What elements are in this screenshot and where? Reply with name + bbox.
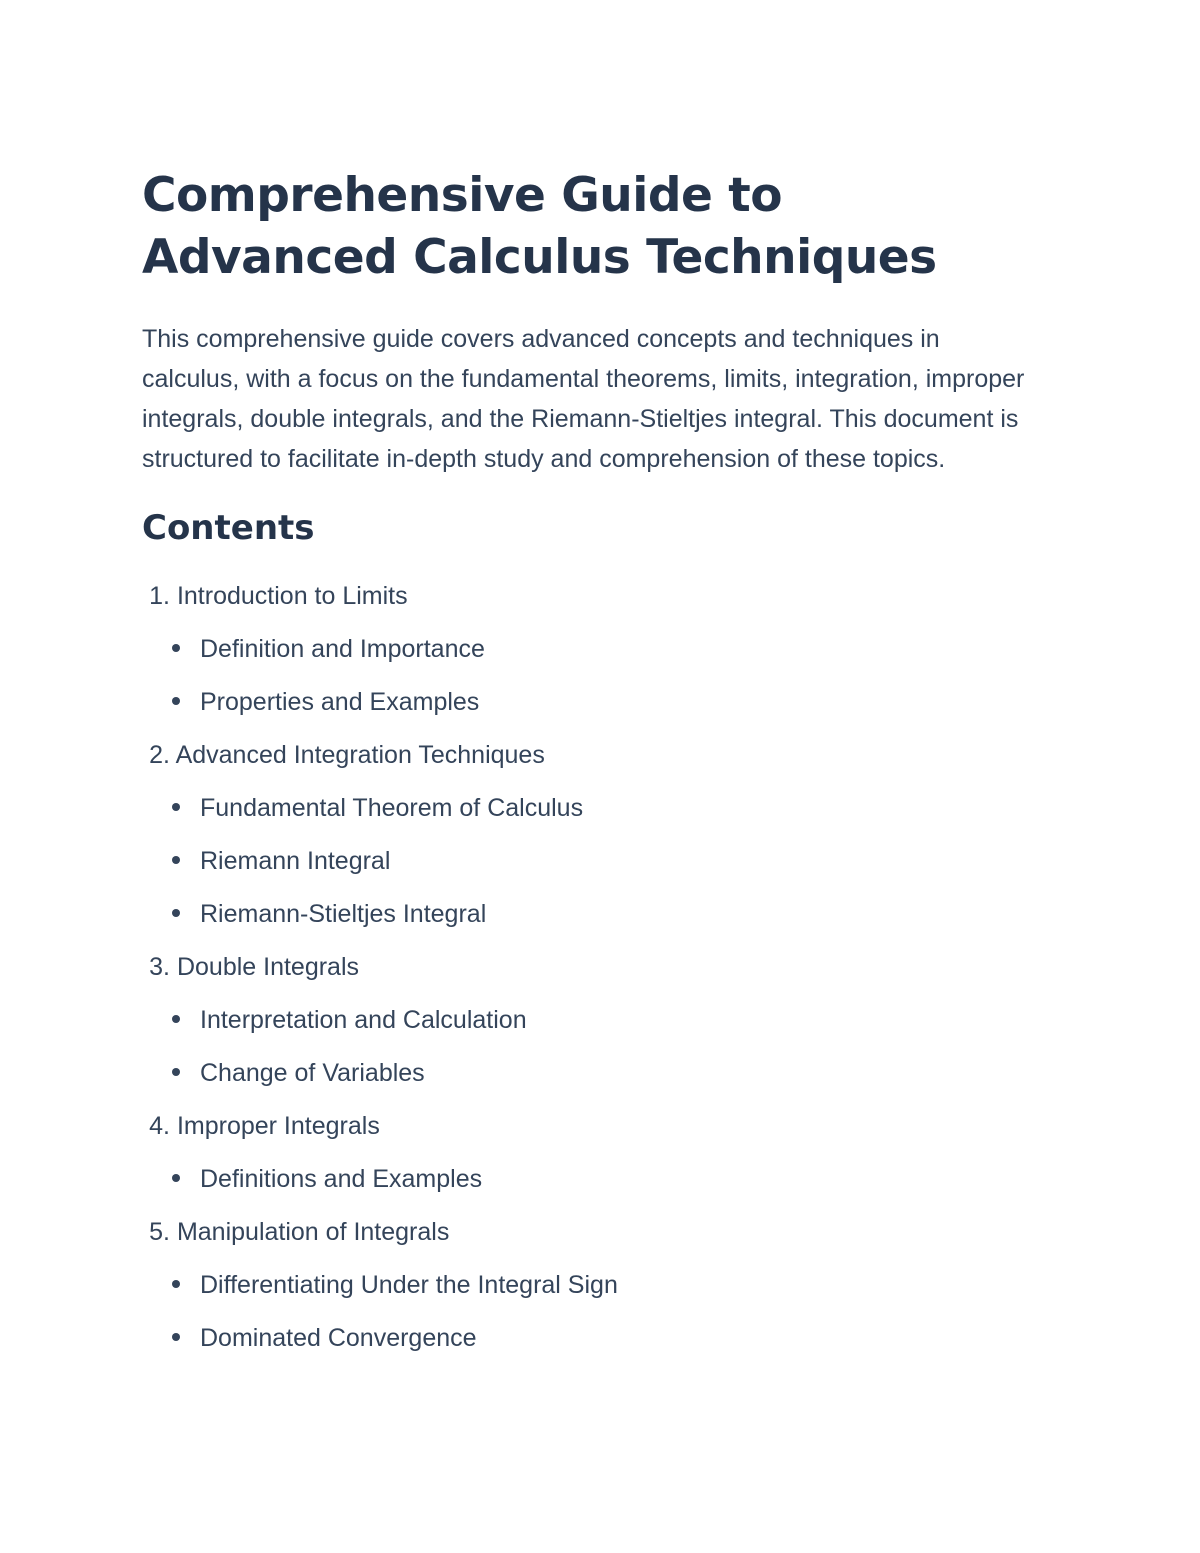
toc-subitem: [142, 1153, 1042, 1206]
toc-label: Double Integrals: [176, 953, 360, 981]
toc-subitem-label: Differentiating Under the Integral Sign: [200, 1271, 618, 1299]
toc-number: 3.: [149, 953, 170, 981]
toc-label: Improper Integrals: [176, 1112, 380, 1140]
toc-label: Manipulation of Integrals: [176, 1218, 450, 1246]
toc-item-3: [142, 941, 1042, 1100]
toc-subitem-label: Dominated Convergence: [200, 1324, 477, 1352]
bullet-icon: [172, 1174, 180, 1182]
intro-paragraph: This comprehensive guide covers advanced concepts and techniques in calculus, with a focus on the fundamental theorems, limits, integration, improper integrals, double integrals, and the Riemann-Stieltjes integral. This document is structured to facilitate in-depth study and comprehension of these topics.: [142, 325, 1025, 473]
bullet-icon: [172, 856, 180, 864]
toc-sublist: [142, 1153, 1042, 1206]
toc-item-2: [142, 729, 1042, 941]
toc-subitem: [142, 1259, 1042, 1312]
toc-subitem: [142, 623, 1042, 676]
bullet-icon: [172, 1068, 180, 1076]
toc-sublist: [142, 623, 1042, 729]
toc-subitem-label: Definitions and Examples: [200, 1165, 483, 1193]
toc-sublist: [142, 994, 1042, 1100]
toc-subitem-label: Definition and Importance: [200, 635, 485, 663]
toc-subitem: [142, 1047, 1042, 1100]
toc-subitem-label: Fundamental Theorem of Calculus: [200, 794, 584, 822]
toc-subitem: [142, 994, 1042, 1047]
table-of-contents: [142, 570, 1042, 1365]
toc-subitem: [142, 1312, 1042, 1365]
toc-subitem: [142, 676, 1042, 729]
contents-heading: Contents: [142, 508, 315, 548]
toc-number: 1.: [149, 582, 170, 610]
toc-item-4: [142, 1100, 1042, 1206]
bullet-icon: [172, 803, 180, 811]
toc-subitem-label: Riemann Integral: [200, 847, 391, 875]
toc-item-1: [142, 570, 1042, 729]
toc-subitem-label: Properties and Examples: [200, 688, 480, 716]
bullet-icon: [172, 1333, 180, 1341]
bullet-icon: [172, 1280, 180, 1288]
toc-number: 5.: [149, 1218, 170, 1246]
toc-number: 2.: [149, 741, 170, 769]
document-body: [142, 165, 1042, 1365]
toc-subitem: [142, 782, 1042, 835]
bullet-icon: [172, 909, 180, 917]
toc-subitem-label: Riemann-Stieltjes Integral: [200, 900, 487, 928]
toc-item-5: [142, 1206, 1042, 1365]
toc-sublist: [142, 782, 1042, 941]
bullet-icon: [172, 697, 180, 705]
page-title: Comprehensive Guide to Advanced Calculus Techniques: [142, 168, 937, 285]
bullet-icon: [172, 1015, 180, 1023]
toc-subitem: [142, 835, 1042, 888]
toc-subitem: [142, 888, 1042, 941]
toc-sublist: [142, 1259, 1042, 1365]
bullet-icon: [172, 644, 180, 652]
toc-label: Introduction to Limits: [176, 582, 408, 610]
toc-number: 4.: [149, 1112, 170, 1140]
toc-label: Advanced Integration Techniques: [175, 741, 545, 769]
toc-subitem-label: Interpretation and Calculation: [200, 1006, 527, 1034]
toc-subitem-label: Change of Variables: [200, 1059, 425, 1087]
